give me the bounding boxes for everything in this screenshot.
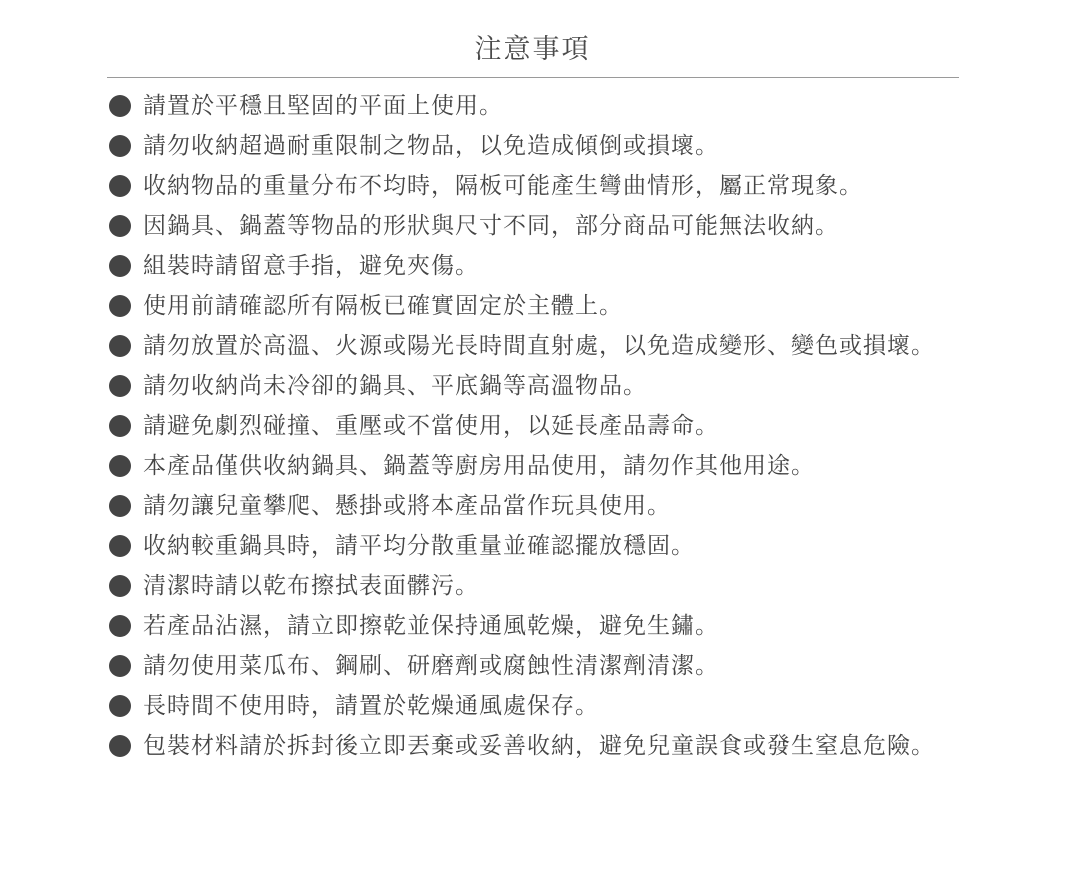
list-item (107, 366, 963, 406)
bullet-icon (107, 126, 143, 166)
bullet-icon (107, 166, 143, 206)
list-item-text: 請勿收納尚未冷卻的鍋具、平底鍋等高溫物品。 (143, 373, 647, 399)
bullet-icon (107, 406, 143, 446)
list-item-text: 清潔時請以乾布擦拭表面髒污。 (143, 573, 479, 599)
bullet-icon (107, 366, 143, 406)
list-item (107, 566, 963, 606)
list-item (107, 206, 963, 246)
list-item-text: 包裝材料請於拆封後立即丟棄或妥善收納，避免兒童誤食或發生窒息危險。 (143, 733, 935, 759)
list-item (107, 126, 963, 166)
list-item-text: 組裝時請留意手指，避免夾傷。 (143, 253, 479, 279)
list-item (107, 686, 963, 726)
list-item-text: 請勿讓兒童攀爬、懸掛或將本產品當作玩具使用。 (143, 493, 671, 519)
bullet-icon (107, 606, 143, 646)
title-divider (107, 77, 959, 78)
list-item (107, 286, 963, 326)
list-item (107, 86, 963, 126)
list-item (107, 406, 963, 446)
list-item-text: 本產品僅供收納鍋具、鍋蓋等廚房用品使用，請勿作其他用途。 (143, 453, 815, 479)
bullet-icon (107, 86, 143, 126)
list-item-text: 若產品沾濕，請立即擦乾並保持通風乾燥，避免生鏽。 (143, 613, 719, 639)
bullet-icon (107, 206, 143, 246)
list-item (107, 486, 963, 526)
list-item-text: 收納較重鍋具時，請平均分散重量並確認擺放穩固。 (143, 533, 695, 559)
bullet-icon (107, 646, 143, 686)
list-item-text: 請避免劇烈碰撞、重壓或不當使用，以延長產品壽命。 (143, 413, 719, 439)
list-item (107, 166, 963, 206)
list-item (107, 326, 963, 366)
list-item (107, 446, 963, 486)
list-item (107, 726, 963, 766)
list-item (107, 646, 963, 686)
bullet-icon (107, 526, 143, 566)
bullet-icon (107, 446, 143, 486)
list-item-text: 收納物品的重量分布不均時，隔板可能產生彎曲情形，屬正常現象。 (143, 173, 863, 199)
bullet-icon (107, 686, 143, 726)
list-item (107, 606, 963, 646)
bullet-icon (107, 246, 143, 286)
list-item-text: 使用前請確認所有隔板已確實固定於主體上。 (143, 293, 623, 319)
list-item-text: 請勿放置於高溫、火源或陽光長時間直射處，以免造成變形、變色或損壞。 (143, 333, 935, 359)
notice-list (107, 86, 963, 766)
list-item (107, 526, 963, 566)
bullet-icon (107, 726, 143, 766)
list-item (107, 246, 963, 286)
bullet-icon (107, 286, 143, 326)
list-item-text: 長時間不使用時，請置於乾燥通風處保存。 (143, 693, 599, 719)
list-item-text: 請置於平穩且堅固的平面上使用。 (143, 93, 503, 119)
list-item-text: 請勿使用菜瓜布、鋼刷、研磨劑或腐蝕性清潔劑清潔。 (143, 653, 719, 679)
list-item-text: 因鍋具、鍋蓋等物品的形狀與尺寸不同，部分商品可能無法收納。 (143, 213, 839, 239)
bullet-icon (107, 326, 143, 366)
list-item-text: 請勿收納超過耐重限制之物品，以免造成傾倒或損壞。 (143, 133, 719, 159)
bullet-icon (107, 486, 143, 526)
page-title: 注意事項 (474, 34, 591, 65)
bullet-icon (107, 566, 143, 606)
